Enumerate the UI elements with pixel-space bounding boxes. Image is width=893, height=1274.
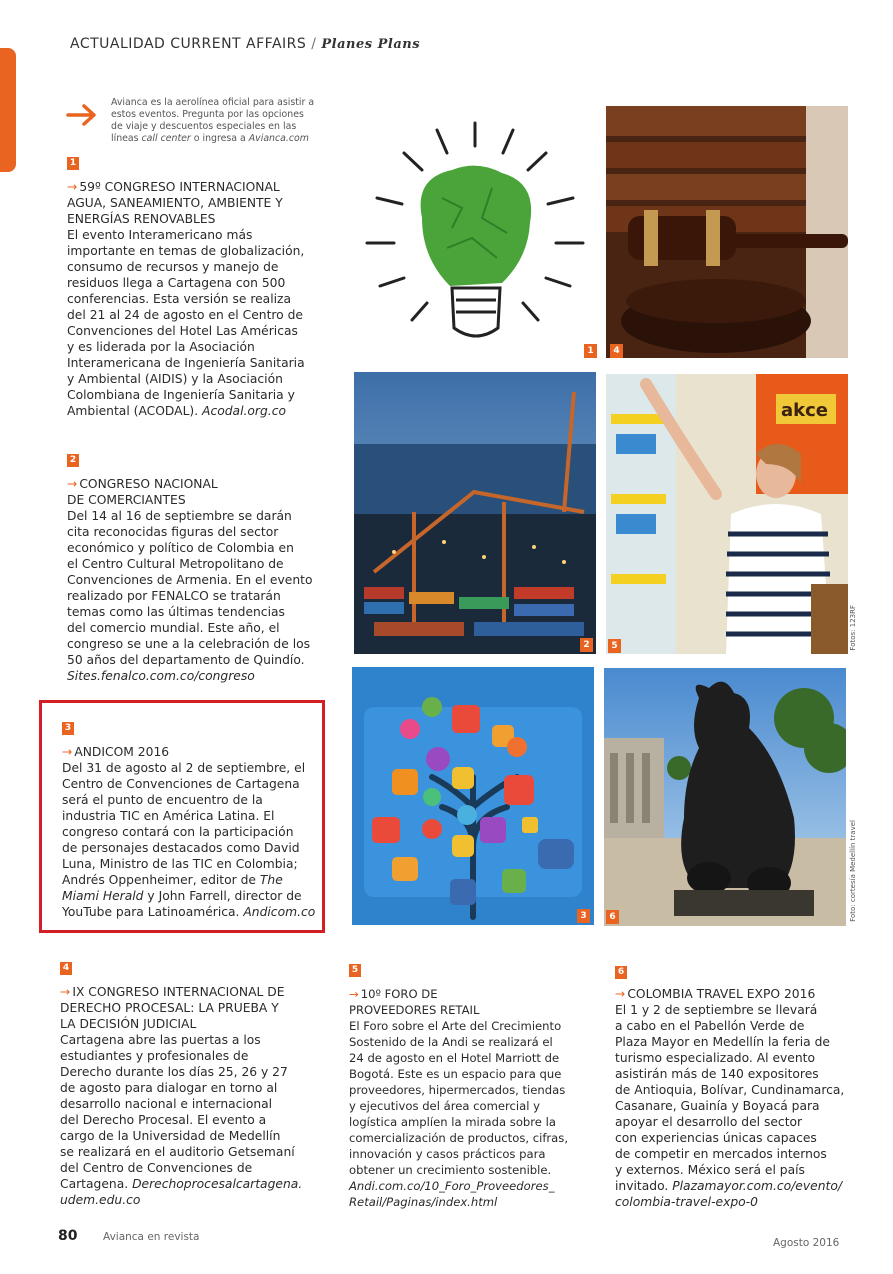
article-body: cita reconocidas figuras del sector: [67, 525, 279, 539]
article-3: [62, 744, 324, 920]
note-line: líneas call center o ingresa a Avianca.com: [111, 133, 309, 144]
article-title: LA DECISIÓN JUDICIAL: [60, 1017, 197, 1031]
article-body: del Centro de Convenciones de: [60, 1161, 253, 1175]
article-body: consumo de recursos y manejo de: [67, 260, 279, 274]
photo-botero-sculpture: [604, 668, 846, 926]
photo-number-tag: 4: [610, 344, 623, 358]
article-body: [349, 1194, 589, 1210]
photo-credit: Fotos: 123RF: [849, 605, 857, 651]
photo-lightbulb: [352, 108, 598, 358]
photo-number-tag: 5: [608, 639, 621, 653]
article-title: DERECHO PROCESAL: LA PRUEBA Y: [60, 1001, 279, 1015]
article-6: [615, 986, 855, 1210]
gavel-icon: [606, 106, 848, 358]
arrow-right-icon: [66, 100, 98, 130]
article-body: económico y político de Colombia en: [67, 541, 294, 555]
article-body: de Antioquia, Bolívar, Cundinamarca,: [615, 1083, 845, 1097]
section-tab-marker: [0, 48, 16, 172]
article-body: congreso contará con la participación: [62, 825, 294, 839]
article-body: El 1 y 2 de septiembre se llevará: [615, 1003, 818, 1017]
article-body: Cartagena abre las puertas a los: [60, 1033, 261, 1047]
article-link[interactable]: udem.edu.co: [60, 1193, 141, 1207]
note-line: estos eventos. Pregunta por las opciones: [111, 109, 304, 120]
article-1: [67, 179, 337, 419]
article-body: Bogotá. Este es un espacio para que: [349, 1067, 562, 1081]
article-link[interactable]: Acodal.org.co: [202, 404, 286, 418]
article-title: → COLOMBIA TRAVEL EXPO 2016: [615, 987, 816, 1001]
article-body: El evento Interamericano más: [67, 228, 253, 242]
lightbulb-icon: [352, 108, 598, 358]
article-link[interactable]: Andi.com.co/10_Foro_Proveedores_: [349, 1179, 555, 1193]
article-body: Ambiental (ACODAL). Acodal.org.co: [67, 404, 286, 418]
article-body: de agosto para dialogar en torno al: [60, 1081, 278, 1095]
article-body: Casanare, Guainía y Boyacá para: [615, 1099, 820, 1113]
photo-social-tree: [352, 667, 594, 925]
article-body: [60, 1192, 340, 1208]
article-body: industria TIC en América Latina. El: [62, 809, 275, 823]
article-link[interactable]: Andicom.co: [243, 905, 316, 919]
article-body: Derecho durante los días 25, 26 y 27: [60, 1065, 288, 1079]
article-title: DE COMERCIANTES: [67, 493, 186, 507]
photo-number-tag: 3: [577, 909, 590, 923]
article-body: [615, 1194, 855, 1210]
article-title: → ANDICOM 2016: [62, 745, 170, 759]
article-body: desarrollo nacional e internacional: [60, 1097, 273, 1111]
article-body: proveedores, hipermercados, tiendas: [349, 1083, 566, 1097]
photo-shopper: [606, 374, 848, 654]
article-body: Del 14 al 16 de septiembre se darán: [67, 509, 292, 523]
article-body: realizado por FENALCO se tratarán: [67, 589, 281, 603]
article-number-badge: 2: [67, 454, 79, 467]
magazine-name: Avianca en revista: [103, 1231, 200, 1243]
article-4: [60, 984, 340, 1208]
article-2: [67, 476, 337, 684]
article-body: asistirán más de 140 expositores: [615, 1067, 819, 1081]
article-body: con experiencias únicas capaces: [615, 1131, 817, 1145]
article-body: residuos llega a Cartagena con 500: [67, 276, 286, 290]
article-title: → IX CONGRESO INTERNACIONAL DE: [60, 985, 285, 999]
article-body: comercialización de productos, cifras,: [349, 1131, 569, 1145]
article-link[interactable]: colombia-travel-expo-0: [615, 1195, 758, 1209]
article-body: Plaza Mayor en Medellín la feria de: [615, 1035, 830, 1049]
article-body: Colombiana de Ingeniería Sanitaria y: [67, 388, 295, 402]
article-body: turismo especializado. Al evento: [615, 1051, 815, 1065]
photo-credit: Foto: cortesía Medellín travel: [849, 820, 857, 922]
header-separator: /: [306, 36, 322, 52]
article-body: congreso se une a la celebración de los: [67, 637, 311, 651]
article-body: Andrés Oppenheimer, editor de The: [62, 873, 283, 887]
article-body: El Foro sobre el Arte del Crecimiento: [349, 1019, 562, 1033]
article-link[interactable]: Sites.fenalco.com.co/congreso: [67, 669, 255, 683]
subsection-title: Planes Plans: [321, 37, 421, 52]
article-body: Sostenido de la Andi se realizará el: [349, 1035, 553, 1049]
article-number-badge: 5: [349, 964, 361, 977]
social-tree-illustration: [352, 667, 594, 925]
article-body: Miami Herald y John Farrell, director de: [62, 889, 302, 903]
article-title: PROVEEDORES RETAIL: [349, 1003, 480, 1017]
note-line: Avianca es la aerolínea oficial para asistir a: [111, 97, 315, 108]
page-header: [70, 36, 420, 52]
article-body: se realizará en el auditorio Getsemaní: [60, 1145, 295, 1159]
article-title: ENERGÍAS RENOVABLES: [67, 212, 216, 226]
article-link[interactable]: Plazamayor.com.co/evento/: [672, 1179, 842, 1193]
article-title: AGUA, SANEAMIENTO, AMBIENTE Y: [67, 196, 283, 210]
article-body: [349, 1178, 589, 1194]
article-body: del comercio mundial. Este año, el: [67, 621, 280, 635]
article-body: Interamericana de Ingeniería Sanitaria: [67, 356, 305, 370]
note-line: de viaje y descuentos especiales en las: [111, 121, 297, 132]
article-body: Convenciones de Armenia. En el evento: [67, 573, 313, 587]
article-body: conferencias. Esta versión se realiza: [67, 292, 292, 306]
article-body: de personajes destacados como David: [62, 841, 300, 855]
article-link[interactable]: Retail/Paginas/index.html: [349, 1195, 498, 1209]
photo-number-tag: 6: [606, 910, 619, 924]
article-body: 50 años del departamento de Quindío.: [67, 653, 305, 667]
sculpture-image: [604, 668, 846, 926]
article-number-badge: 1: [67, 157, 79, 170]
article-body: 24 de agosto en el Hotel Marriott de: [349, 1051, 560, 1065]
article-body: Luna, Ministro de las TIC en Colombia;: [62, 857, 298, 871]
article-link[interactable]: Derechoprocesalcartagena.: [132, 1177, 303, 1191]
article-body: de competir en mercados internos: [615, 1147, 827, 1161]
article-body: obtener un crecimiento sostenible.: [349, 1163, 552, 1177]
store-sign: akce: [781, 400, 828, 421]
article-body: del 21 al 24 de agosto en el Centro de: [67, 308, 303, 322]
article-body: Convenciones del Hotel Las Américas: [67, 324, 298, 338]
article-title: → CONGRESO NACIONAL: [67, 477, 218, 491]
airline-note: [111, 97, 321, 145]
article-body: [67, 668, 337, 684]
article-5: [349, 986, 589, 1210]
article-body: apoyar el desarrollo del sector: [615, 1115, 803, 1129]
article-body: y ejecutivos del área comercial y: [349, 1099, 541, 1113]
photo-number-tag: 1: [584, 344, 597, 358]
port-image: [354, 372, 596, 654]
article-body: Cartagena. Derechoprocesalcartagena.: [60, 1177, 303, 1191]
article-body: a cabo en el Pabellón Verde de: [615, 1019, 805, 1033]
article-body: el Centro Cultural Metropolitano de: [67, 557, 284, 571]
article-body: temas como las últimas tendencias: [67, 605, 285, 619]
article-title: → 10º FORO DE: [349, 987, 438, 1001]
article-body: importante en temas de globalización,: [67, 244, 305, 258]
photo-port: [354, 372, 596, 654]
article-body: del Derecho Procesal. El evento a: [60, 1113, 267, 1127]
shopper-image: [606, 374, 848, 654]
article-number-badge: 4: [60, 962, 72, 975]
avianca-link[interactable]: Avianca.com: [248, 133, 309, 144]
section-title: ACTUALIDAD CURRENT AFFAIRS: [70, 36, 307, 52]
article-body: será el punto de encuentro de la: [62, 793, 263, 807]
page-number: 80: [58, 1228, 78, 1244]
article-body: innovación y casos prácticos para: [349, 1147, 546, 1161]
article-number-badge: 6: [615, 966, 627, 979]
article-body: Del 31 de agosto al 2 de septiembre, el: [62, 761, 306, 775]
article-body: logística amplíen la mirada sobre la: [349, 1115, 556, 1129]
issue-date: Agosto 2016: [773, 1237, 840, 1249]
article-title: → 59º CONGRESO INTERNACIONAL: [67, 180, 280, 194]
article-body: y Ambiental (AIDIS) y la Asociación: [67, 372, 283, 386]
article-number-badge: 3: [62, 722, 74, 735]
article-body: YouTube para Latinoamérica. Andicom.co: [62, 905, 316, 919]
article-body: Centro de Convenciones de Cartagena: [62, 777, 300, 791]
photo-gavel: [606, 106, 848, 358]
article-body: invitado. Plazamayor.com.co/evento/: [615, 1179, 842, 1193]
article-body: y externos. México será el país: [615, 1163, 805, 1177]
article-body: estudiantes y profesionales de: [60, 1049, 249, 1063]
article-body: y es liderada por la Asociación: [67, 340, 255, 354]
photo-number-tag: 2: [580, 638, 593, 652]
article-body: cargo de la Universidad de Medellín: [60, 1129, 281, 1143]
